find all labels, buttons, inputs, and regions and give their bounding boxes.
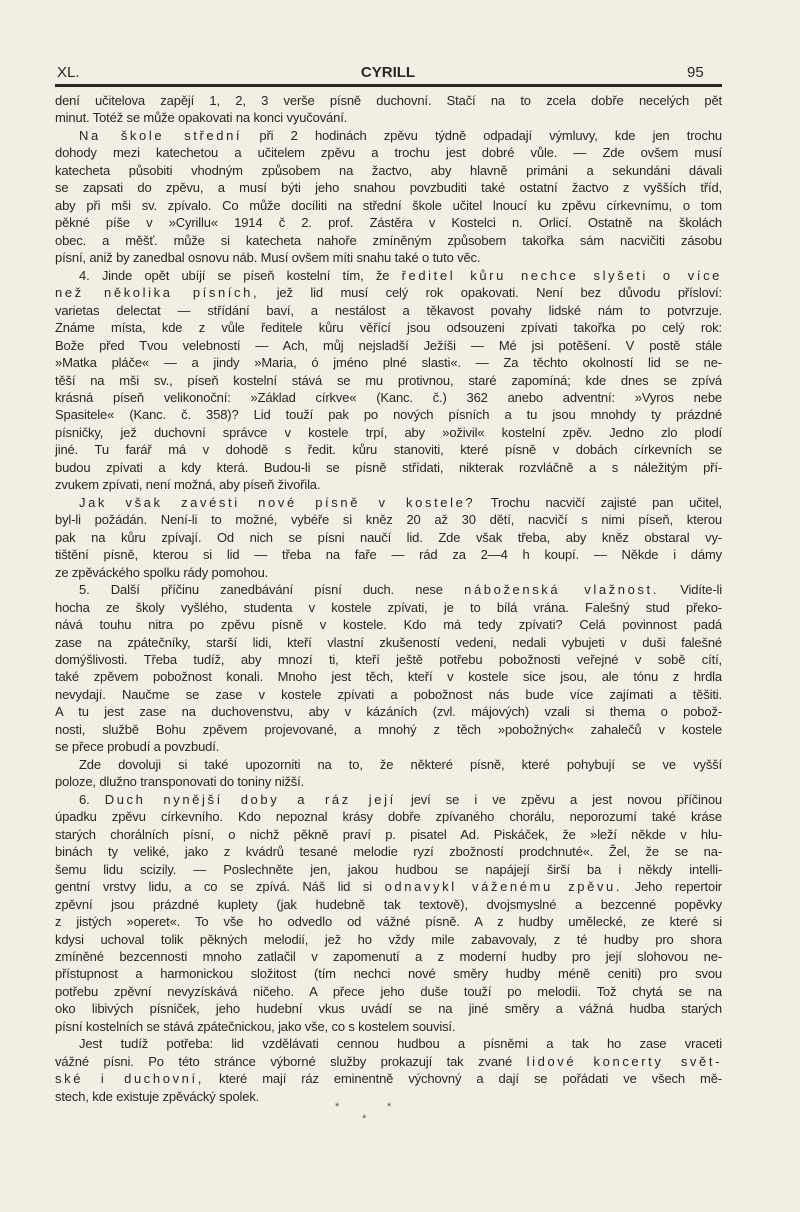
text-line <box>55 965 722 982</box>
text-segment: zpěvní jsou prázdné kuplety (jak hudebně tak textově), dvojsmyslné a bezcenné popěvky <box>55 896 722 912</box>
emphasized-text: Jak však zavésti nové písně v kostele? <box>79 494 476 510</box>
journal-title: CYRILL <box>360 64 416 81</box>
text-line <box>55 668 722 685</box>
page-number: 95 <box>687 64 704 81</box>
text-segment: poloze, dlužno transponovati do toniny nižší. <box>55 774 305 790</box>
emphasized-text: odnavykl váženému zpěvu. <box>384 879 623 895</box>
text-segment: Spasitele« (Kanc. č. 358)? Lid touží pak po nových písních a tu jsou mnohdy ty prázdné <box>55 407 722 423</box>
text-line <box>55 1000 722 1017</box>
emphasized-text: Na škole střední <box>79 127 243 143</box>
text-segment: Známe místa, kde z vůle ředitele kůru věřící jsou odsouzeni zpívati takořka po celý rok: <box>55 320 722 336</box>
text-segment: minut. Totéž se může opakovati na konci vyučování. <box>55 110 348 126</box>
text-line <box>55 791 722 808</box>
text-segment: zvukem zpívati, není možná, aby píseň živořila. <box>55 477 321 493</box>
text-line <box>55 721 722 738</box>
text-segment: budou zpívati a kdy která. Budou-li se písně střídati, nikterak rozvláčně a s náležitým pří- <box>55 459 722 475</box>
text-line <box>55 494 722 511</box>
text-segment: přístupnost a harmonickou složitost (tím nechci nové směry hudby méně ceniti) pro svou <box>55 966 722 982</box>
text-line <box>55 459 722 476</box>
text-line <box>55 1070 722 1087</box>
text-segment: obec. a měšť. může si katecheta nahoře zmíněným způsobem takořka sám nacvičiti zásobu <box>55 232 722 248</box>
text-segment: dohody mezi katechetou a učitelem zpěvu a trochu jest dobré vůle. — Zde ovšem musí <box>55 145 722 161</box>
text-segment: pak na kůru zpívají. Od nich se písni naučí lid. Zde však třeba, aby kněz obstaral vy- <box>55 529 722 545</box>
text-segment: 6. <box>79 791 105 807</box>
text-line <box>55 319 722 336</box>
text-line <box>55 931 722 948</box>
text-line <box>55 372 722 389</box>
text-line <box>55 948 722 965</box>
section-separator-star: * <box>387 1101 392 1113</box>
text-line <box>55 127 722 144</box>
text-segment: nevydají. Naučme se zase v kostele zpívati a pobožnost nás bude více zajímati a těšiti. <box>55 686 722 702</box>
text-line <box>55 197 722 214</box>
emphasized-text: náboženská vlažnost. <box>464 582 659 598</box>
text-line <box>55 564 722 581</box>
text-segment: A tu jest zase na duchovenstvu, aby v kázáních (zvl. májových) vzali si thema o pobož- <box>55 704 722 720</box>
text-line <box>55 144 722 161</box>
text-segment: se zapsati do zpěvu, a musí býti jeho snahou povzbuditi také ostatní žactvo z vyšších tříd, <box>55 180 722 196</box>
text-segment: byl-li požádán. Není-li to možné, vybéře si kněz 20 až 30 dětí, nacvičí s nimi píseň, kterou <box>55 512 722 528</box>
text-line <box>55 302 722 319</box>
text-line <box>55 511 722 528</box>
text-segment: Zde dovoluji si také upozorniti na to, že některé písně, které pohybují se ve vyšší <box>79 756 722 772</box>
text-line <box>55 703 722 720</box>
text-segment: aby při mši sv. zpívalo. Co může docíliti na střední škole učitel lnoucí ku zpěvu církevnímu, o tom <box>55 197 722 213</box>
text-line <box>55 92 722 109</box>
text-line <box>55 389 722 406</box>
text-segment: písní kostelních se stává zpátečnickou, jako vše, co s kostelem souvisí. <box>55 1018 456 1034</box>
text-line <box>55 546 722 563</box>
header-rule <box>55 84 722 87</box>
text-segment: se přece probudí a povzbudí. <box>55 739 220 755</box>
text-line <box>55 686 722 703</box>
text-line <box>55 232 722 249</box>
text-segment: stech, kde existuje zpěvácký spolek. <box>55 1088 260 1104</box>
text-line <box>55 599 722 616</box>
text-line <box>55 634 722 651</box>
text-segment: hocha ze školy vyšlého, studenta v kostele zpívati, je to bílá vrána. Falešný stud překo- <box>55 599 722 615</box>
text-line <box>55 354 722 371</box>
text-segment: varietas delectat — střídání baví, a nestálost a těkavost povahy lidské nám to potvrzuje. <box>55 302 722 318</box>
text-line <box>55 476 722 493</box>
text-line <box>55 1018 722 1035</box>
text-segment: Trochu nacvičí zajisté pan učitel, <box>475 494 722 510</box>
text-line <box>55 896 722 913</box>
text-line <box>55 529 722 546</box>
text-segment: také zpěvem pobožnost konali. Mnoho jest těch, kteří v kostele sice jsou, ale tónu z hrdla <box>55 669 722 685</box>
text-segment: tištění písně, kterou si lid — třeba na faře — rád za 2—4 h koupí. — Někde i dámy <box>55 547 722 563</box>
text-segment: oko libivých písniček, jeho hudební vkus uvádí se na jiné směry a vážná hudba starých <box>55 1001 722 1017</box>
text-line <box>55 267 722 284</box>
text-segment: šemu lidu scizily. — Poslechněte jen, jakou hudbou se napájejí širší ba i někdy intelli- <box>55 861 722 877</box>
text-line <box>55 773 722 790</box>
text-segment: které mají ráz eminentně výchovný a dají se pořádati ve všech mě- <box>203 1071 722 1087</box>
text-segment: vážné písni. Po této stránce výborné služby prokazují tak zvané <box>55 1053 527 1069</box>
text-segment: zase na zpátečníky, starší lidi, kteří vlastní zkušeností vedeni, nedali vybujeti v duši falešné <box>55 634 722 650</box>
text-segment: gentní vrstvy lidu, a co se zpívá. Náš lid si <box>55 879 385 895</box>
text-segment: Jest tudíž potřeba: lid vzdělávati cennou hudbou a písněmi a tak ho zase vraceti <box>79 1036 722 1052</box>
text-segment: písní, aniž by zanedbal osnovu náb. Musí ovšem míti snahu také o tuto věc. <box>55 250 481 266</box>
text-line <box>55 1053 722 1070</box>
text-segment: nává touhu nitra po zpěvu písně v kostele. Kdo má tedy zpívati? Celá povinnost padá <box>55 617 722 633</box>
text-line <box>55 651 722 668</box>
text-segment: ze zpěváckého spolku rády pomohou. <box>55 564 269 580</box>
text-line <box>55 214 722 231</box>
text-line <box>55 179 722 196</box>
text-line <box>55 337 722 354</box>
article-body <box>55 92 722 1105</box>
text-segment: pěkné píše v »Cyrillu« 1914 č 2. prof. Zástěra v Kostelci n. Orlicí. Ostatně na školách <box>55 215 722 231</box>
text-line <box>55 249 722 266</box>
text-segment: binách ty veliké, jako z kvádrů tesané melodie ryzí zbožností prodchnuté«. Žel, že se na- <box>55 844 722 860</box>
text-segment: jež lid musí celý rok opakovati. Není bez důvodu přísloví: <box>259 285 722 301</box>
text-segment: z jistých »operet«. To vše ho odvedlo od vážné písně. A z hudby umělecké, ze které si <box>55 914 722 930</box>
text-segment: katecheta působiti vhodným způsobem na žactvo, aby hlavně primáni a sekundáni dávali <box>55 162 722 178</box>
text-segment: jeví se i ve zpěvu a jest novou příčinou <box>395 791 722 807</box>
text-line <box>55 826 722 843</box>
text-segment: domýšlivosti. Třeba tudíž, aby mnozí ti, kteří ještě potřebu pobožnosti veřejné v sobě cítí, <box>55 652 722 667</box>
text-segment: úpadku zpěvu církevního. Kdo nepoznal krásy dobře zpívaného chorálu, neporozumí také kráse <box>55 809 722 825</box>
text-line <box>55 878 722 895</box>
text-segment: dení učitelova zapějí 1, 2, 3 verše písně duchovní. Stačí na to zcela dobře necelých pět <box>55 93 722 108</box>
text-segment: nosti, službě Bohu zpěvem projevované, a mnohý z těch »pobožných« zahalečů v kostele <box>55 721 722 737</box>
text-line <box>55 616 722 633</box>
text-line <box>55 983 722 1000</box>
text-segment: těší na mši sv., píseň kostelní stává se mu protivnou, staré zapomíná; kde dnes se zpívá <box>55 372 722 388</box>
emphasized-text: ředitel kůru nechce slyšeti o více <box>401 267 722 283</box>
text-segment: při 2 hodinách zpěvu týdně odpadají výmluvy, kde jen trochu <box>242 127 722 143</box>
text-line <box>55 913 722 930</box>
text-segment: písničky, jež duchovní správce v kostele trpí, aby »oživil« kostelní zpěv. Jedno zlo plodí <box>55 424 722 440</box>
text-segment: »Matka pláče« — a jindy »Maria, ó jméno plné slasti«. — Za těchto okolností lid se ne- <box>55 355 722 371</box>
text-line <box>55 1035 722 1052</box>
text-segment: 5. Další příčinu zanedbávání písní duch. nese <box>79 582 465 598</box>
text-line <box>55 843 722 860</box>
text-segment: starých chorálních písní, o nichž pěkně praví p. pisatel Ad. Piskáček, že »leží někde v hlu- <box>55 826 722 842</box>
emphasized-text: než několika písních, <box>55 285 260 301</box>
emphasized-text: ské i duchovní, <box>55 1071 204 1087</box>
text-line <box>55 808 722 825</box>
section-separator-star: * <box>362 1113 367 1125</box>
text-line <box>55 406 722 423</box>
text-segment: potřebu zpěvní nevyzískává ničeho. A přece jeho duše touží po melodii. Tož chytá se na <box>55 983 722 999</box>
text-segment: krásná píseň velikonoční: »Základ církve« (Kanc. č.) 362 anebo adventní: »Vyros nebe <box>55 389 722 405</box>
text-line <box>55 861 722 878</box>
text-line <box>55 424 722 441</box>
text-segment: Vidíte-li <box>658 582 722 598</box>
text-line <box>55 738 722 755</box>
text-line <box>55 581 722 598</box>
section-separator-star: * <box>335 1101 340 1113</box>
text-line <box>55 756 722 773</box>
text-line <box>55 441 722 458</box>
emphasized-text: lidové koncerty svět- <box>526 1053 722 1069</box>
emphasized-text: Duch nynější doby a ráz její <box>104 791 396 807</box>
text-segment: zmíněné bezcennosti mnoho zatlačil v zapomenutí a z moderní hudby pro její slohovou ne- <box>55 948 722 964</box>
text-line <box>55 284 722 301</box>
text-line <box>55 109 722 126</box>
text-segment: kdysi uchoval tolik pěkných melodií, jež ho vždy mile zabavovaly, z té hudby pro shora <box>55 931 722 947</box>
text-line <box>55 162 722 179</box>
text-segment: 4. Jinde opět ubíjí se píseň kostelní tím, že <box>79 267 402 283</box>
text-segment: Jeho repertoir <box>622 879 722 895</box>
text-segment: jiné. Tu farář má v dohodě s ředit. kůru stanoviti, které písně v dobách církevních se <box>55 442 722 458</box>
volume-number: XL. <box>57 64 80 81</box>
text-segment: Bože před Tvou velebností — Ach, můj nejsladší Ježíši — Mé jsi potěšení. V postě stále <box>55 337 722 353</box>
